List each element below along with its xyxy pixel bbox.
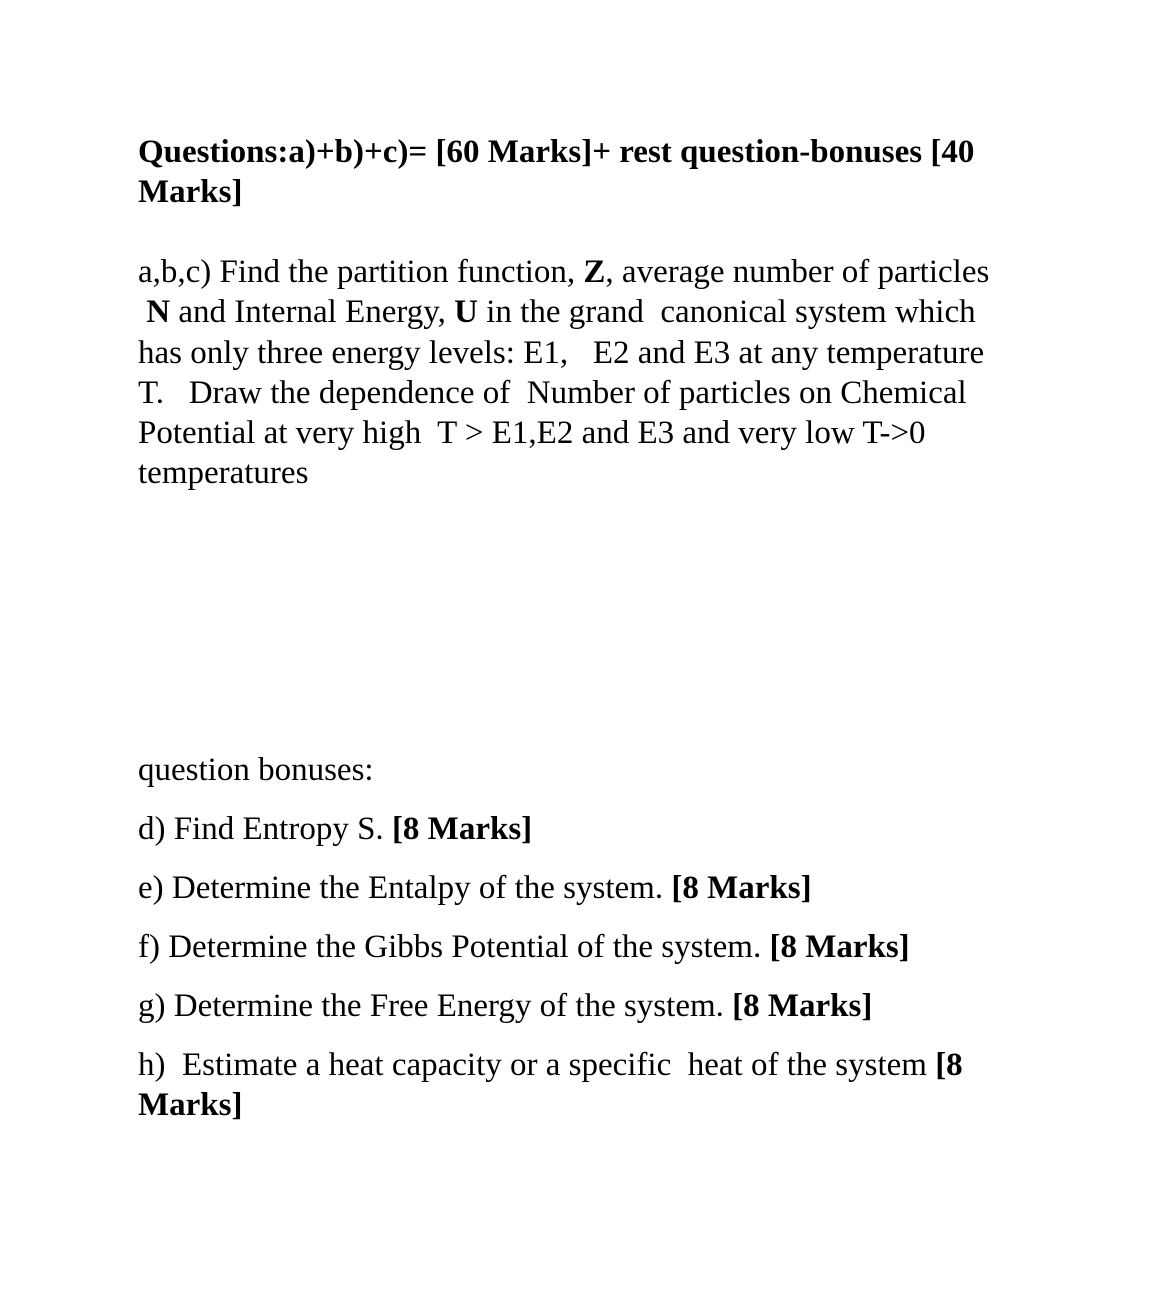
question-line-5: Potential at very high T > E1,E2 and E3 and very low T->0 [138,415,926,452]
marks-badge: [8 [935,1047,963,1083]
question-line-1: a,b,c) Find the partition function, Z, average number of particles [138,254,990,290]
question-line-2: N and Internal Energy, U in the grand canonical system which [146,294,976,331]
heading-line-1: Questions:a)+b)+c)= [60 Marks]+ rest question-bonuses [40 [138,134,975,170]
heading-line-2: Marks] [138,174,243,210]
marks-badge: [8 Marks] [391,811,533,847]
bonus-item-e: e) Determine the Entalpy of the system. [8 Marks] [138,870,812,906]
marks-badge: [8 Marks] [769,929,910,965]
bonus-item-d: d) Find Entropy S. [8 Marks] [138,811,533,847]
question-line-3: has only three energy levels: E1, E2 and E3 at any temperature [138,334,985,371]
partition-function-symbol: Z [583,254,606,290]
bonus-section-label: question bonuses: [138,752,374,788]
question-line-6: temperatures [138,455,309,492]
questions-heading [138,132,1038,212]
internal-energy-symbol: U [454,294,478,331]
bonus-item-g: g) Determine the Free Energy of the system. [8 Marks] [138,988,873,1024]
main-question-paragraph [138,252,1038,494]
marks-badge: [8 Marks] [732,988,873,1024]
question-line-4: T. Draw the dependence of Number of particles on Chemical [138,374,967,411]
bonus-item-h: h) Estimate a heat capacity or a specific heat of the system [8 Marks] [138,1047,963,1123]
marks-badge: [8 Marks] [671,870,812,906]
bonus-item-f: f) Determine the Gibbs Potential of the system. [8 Marks] [138,929,910,965]
particle-number-symbol: N [146,294,171,331]
marks-badge-continued: Marks] [138,1087,243,1123]
